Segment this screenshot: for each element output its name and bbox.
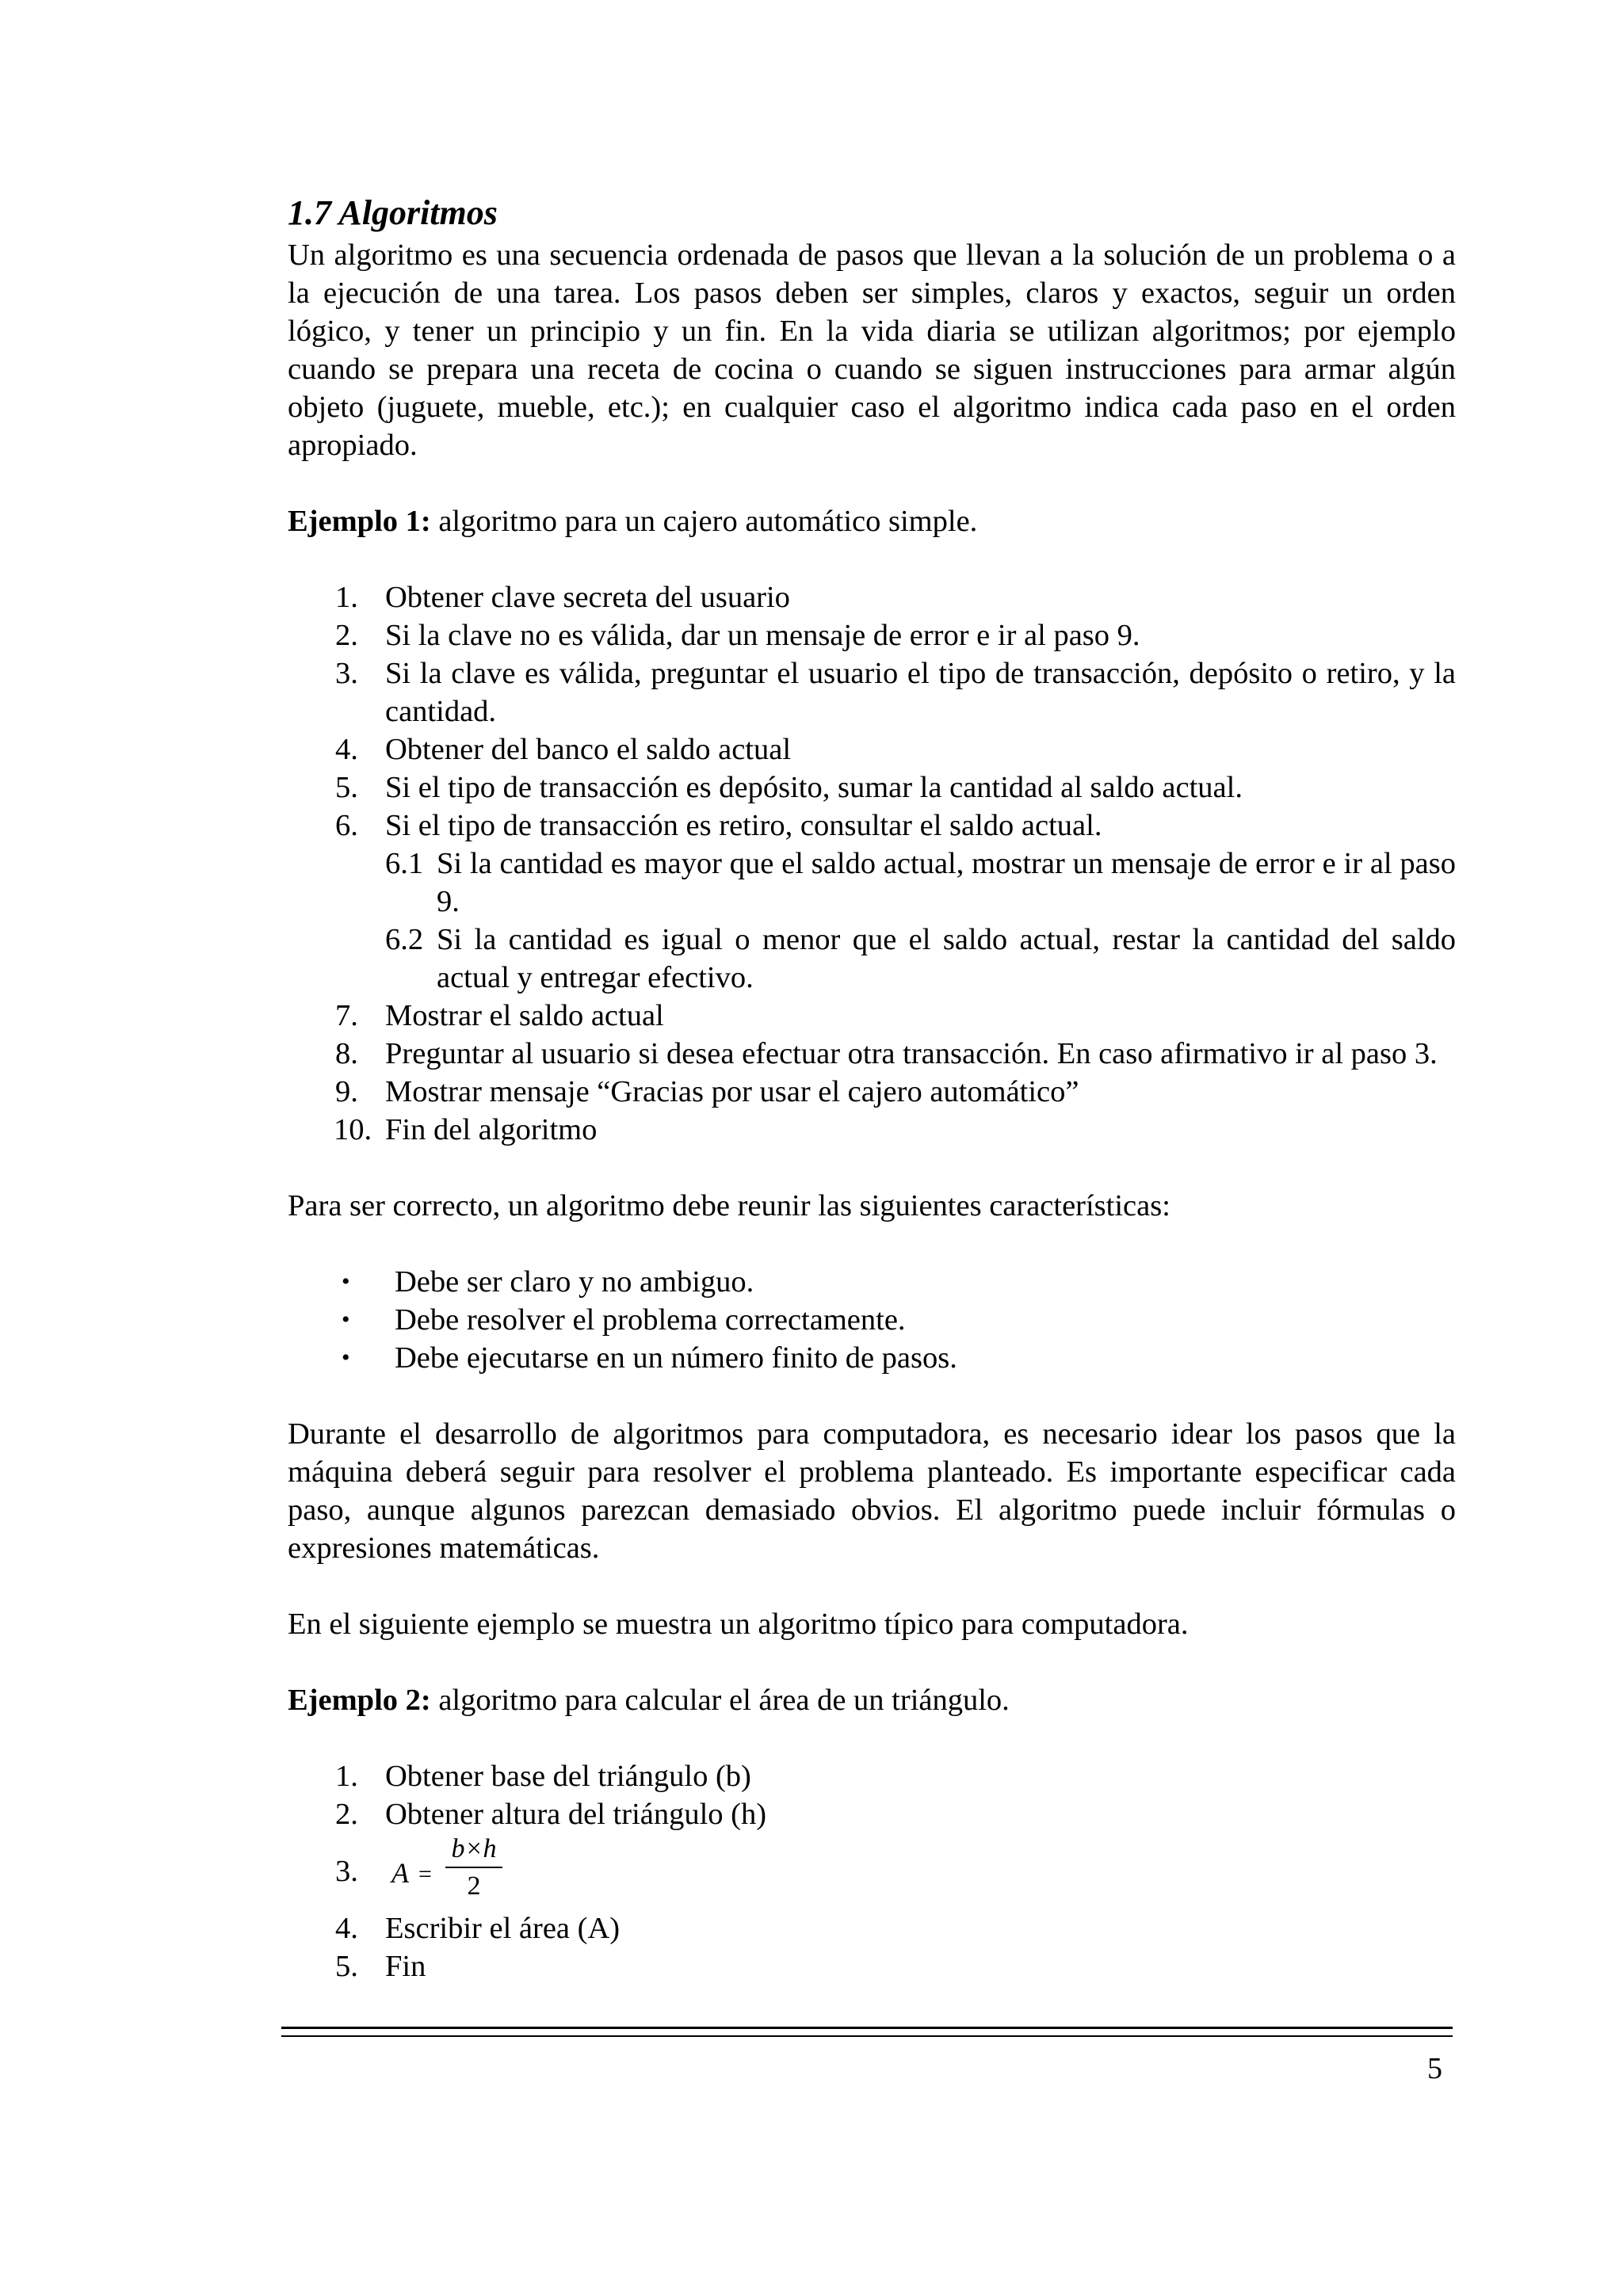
step-number: 5. [335, 771, 358, 804]
example-2-steps [288, 1757, 1456, 1833]
list-item [288, 807, 1456, 997]
step-text: Fin [385, 1950, 426, 1983]
formula-fraction [445, 1833, 502, 1905]
next-example-intro: En el siguiente ejemplo se muestra un algoritmo típico para computadora. [288, 1608, 1189, 1641]
substep-text: Si la cantidad es mayor que el saldo actual, mostrar un mensaje de error e ir al paso 9. [437, 847, 1456, 918]
step-text: Mostrar mensaje “Gracias por usar el cajero automático” [385, 1075, 1079, 1108]
step-number: 6. [335, 809, 358, 842]
list-item [288, 654, 1456, 730]
example-2-description: algoritmo para calcular el área de un triángulo. [430, 1684, 1010, 1717]
step-number: 2. [335, 619, 358, 652]
step-number: 10. [334, 1113, 372, 1146]
step-text: Obtener clave secreta del usuario [385, 581, 790, 614]
list-item [288, 730, 1456, 769]
step-number: 1. [335, 581, 358, 614]
bullet-text: Debe ejecutarse en un número finito de pasos. [395, 1341, 957, 1375]
step-number: 4. [335, 733, 358, 766]
step-text: Obtener base del triángulo (b) [385, 1760, 751, 1793]
example-2-heading [288, 1681, 1456, 1719]
step-text: Obtener altura del triángulo (h) [385, 1798, 767, 1831]
bullet-icon: • [342, 1268, 350, 1295]
development-paragraph: Durante el desarrollo de algoritmos para computadora, es necesario idear los pasos que la máquina deberá seguir para resolver el problema planteado. Es importante especificar cada paso, aunque algunos parezcan demasiado obvios. El algoritmo puede incluir fórmulas o expresiones matemáticas. [288, 1417, 1456, 1565]
list-item [288, 1795, 1456, 1833]
list-item [385, 845, 1456, 921]
step-number: 3. [335, 657, 358, 690]
page-number: 5 [1427, 2052, 1442, 2085]
step-text: Si la clave es válida, preguntar el usuario el tipo de transacción, depósito o retiro, y la cantidad. [385, 657, 1456, 728]
step-text: Mostrar el saldo actual [385, 999, 664, 1032]
example-1-steps [288, 578, 1456, 1149]
step-number: 8. [335, 1037, 358, 1070]
step-text: Si el tipo de transacción es depósito, sumar la cantidad al saldo actual. [385, 771, 1243, 804]
characteristics-intro: Para ser correcto, un algoritmo debe reunir las siguientes características: [288, 1189, 1170, 1222]
list-item [288, 1909, 1456, 1947]
substep-number: 6.2 [385, 923, 424, 956]
example-1-heading [288, 502, 1456, 540]
step-text: Fin del algoritmo [385, 1113, 598, 1146]
list-item [288, 1035, 1456, 1073]
document-page [288, 190, 1456, 1985]
list-item [288, 1947, 1456, 1985]
list-item [288, 769, 1456, 807]
bullet-icon: • [342, 1344, 350, 1371]
step-number: 1. [335, 1760, 358, 1793]
example-2-label: Ejemplo 2: [288, 1684, 431, 1717]
intro-paragraph: Un algoritmo es una secuencia ordenada de pasos que llevan a la solución de un problema o a la ejecución de una tarea. Los pasos deben ser simples, claros y exactos, seguir un orden lógico, y tener un principio y un fin. En la vida diaria se utilizan algoritmos; por ejemplo cuando se prepara una receta de cocina o cuando se siguen instrucciones para armar algún objeto (juguete, mueble, etc.); en cualquier caso el algoritmo indica cada paso en el orden apropiado. [288, 238, 1456, 462]
list-item [288, 997, 1456, 1035]
step-text: Si la clave no es válida, dar un mensaje de error e ir al paso 9. [385, 619, 1140, 652]
characteristics-list [288, 1263, 1456, 1377]
list-item [288, 1111, 1456, 1149]
list-item [288, 1339, 1456, 1377]
bullet-text: Debe resolver el problema correctamente. [395, 1303, 906, 1337]
formula-lhs: A [391, 1857, 409, 1889]
example-1-description: algoritmo para un cajero automático simple. [430, 505, 978, 538]
step-text: Preguntar al usuario si desea efectuar otra transacción. En caso afirmativo ir al paso 3. [385, 1037, 1438, 1070]
list-item [288, 1263, 1456, 1301]
step-text: Obtener del banco el saldo actual [385, 733, 792, 766]
section-title: 1.7 Algoritmos [288, 193, 498, 232]
list-item [385, 921, 1456, 997]
formula-step [288, 1833, 1456, 1909]
footer-rule [281, 2027, 1453, 2029]
example-1-label: Ejemplo 1: [288, 505, 431, 538]
step-number: 2. [335, 1798, 358, 1831]
substep-number: 6.1 [385, 847, 424, 880]
substep-text: Si la cantidad es igual o menor que el saldo actual, restar la cantidad del saldo actual y entregar efectivo. [437, 923, 1456, 994]
example-2-steps-continued [288, 1909, 1456, 1985]
formula-equals: = [418, 1861, 432, 1887]
step-number: 3. [335, 1855, 358, 1888]
bullet-icon: • [342, 1306, 350, 1333]
example-1-substeps [385, 845, 1456, 997]
step-number: 4. [335, 1912, 358, 1945]
footer-rule-secondary [281, 2035, 1453, 2037]
list-item [288, 578, 1456, 616]
step-number: 5. [335, 1950, 358, 1983]
formula-denominator: 2 [467, 1871, 481, 1901]
step-text: Escribir el área (A) [385, 1912, 621, 1945]
list-item [288, 1757, 1456, 1795]
list-item [288, 1073, 1456, 1111]
list-item [288, 616, 1456, 654]
step-number: 9. [335, 1075, 358, 1108]
step-text: Si el tipo de transacción es retiro, consultar el saldo actual. [385, 809, 1102, 842]
formula-numerator: b×h [445, 1833, 502, 1868]
list-item [288, 1301, 1456, 1339]
step-number: 7. [335, 999, 358, 1032]
bullet-text: Debe ser claro y no ambiguo. [395, 1265, 754, 1299]
